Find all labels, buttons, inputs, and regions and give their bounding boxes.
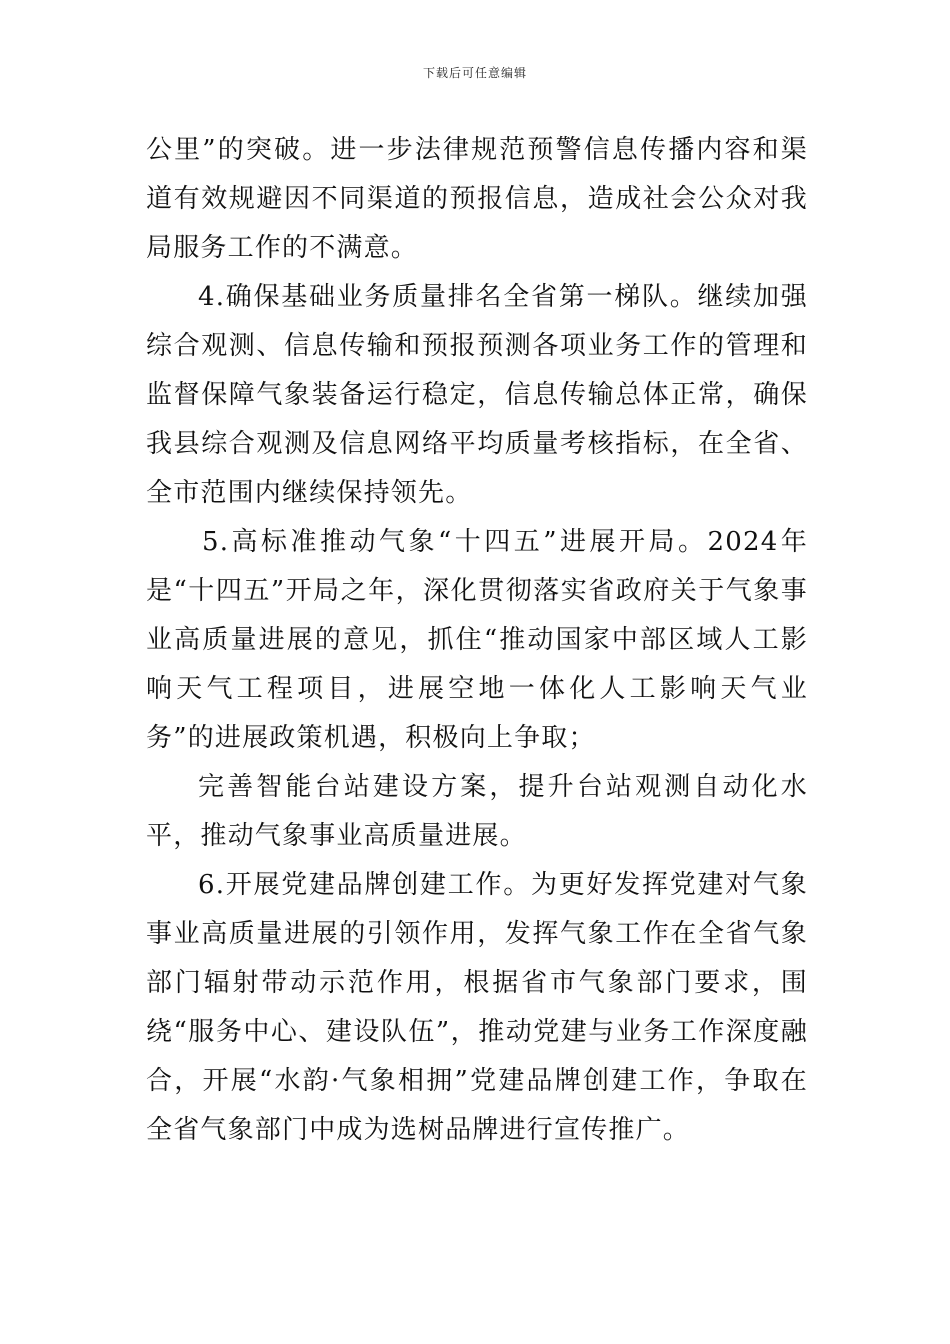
paragraph-item-5: 5.高标准推动气象“十四五”进展开局。2024年是“十四五”开局之年，深化贯彻落实省政府关于气象事业高质量进展的意见，抓住“推动国家中部区域人工影响天气工程项目，进展空地一体化人工影响天气业务”的进展政策机遇，积极向上争取；: [146, 527, 808, 753]
paragraph-item-4: 4.确保基础业务质量排名全省第一梯队。继续加强综合观测、信息传输和预报预测各项业务工作的管理和监督保障气象装备运行稳定，信息传输总体正常，确保我县综合观测及信息网络平均质量考核指标，在全省、全市范围内继续保持领先。: [146, 282, 808, 508]
page-header: 下载后可任意编辑: [422, 66, 527, 80]
paragraph-item-6: 6.开展党建品牌创建工作。为更好发挥党建对气象事业高质量进展的引领作用，发挥气象工作在全省气象部门辐射带动示范作用，根据省市气象部门要求，围绕“服务中心、建设队伍”，推动党建与业务工作深度融合，开展“水韵·气象相拥”党建品牌创建工作，争取在全省气象部门中成为选树品牌进行宣传推广。: [146, 870, 808, 1145]
paragraph-continuation: 公里”的突破。进一步法律规范预警信息传播内容和渠道有效规避因不同渠道的预报信息，造成社会公众对我局服务工作的不满意。: [146, 135, 808, 263]
document-body: [146, 126, 808, 1155]
paragraph-smart-station: 完善智能台站建设方案，提升台站观测自动化水平，推动气象事业高质量进展。: [146, 772, 808, 851]
